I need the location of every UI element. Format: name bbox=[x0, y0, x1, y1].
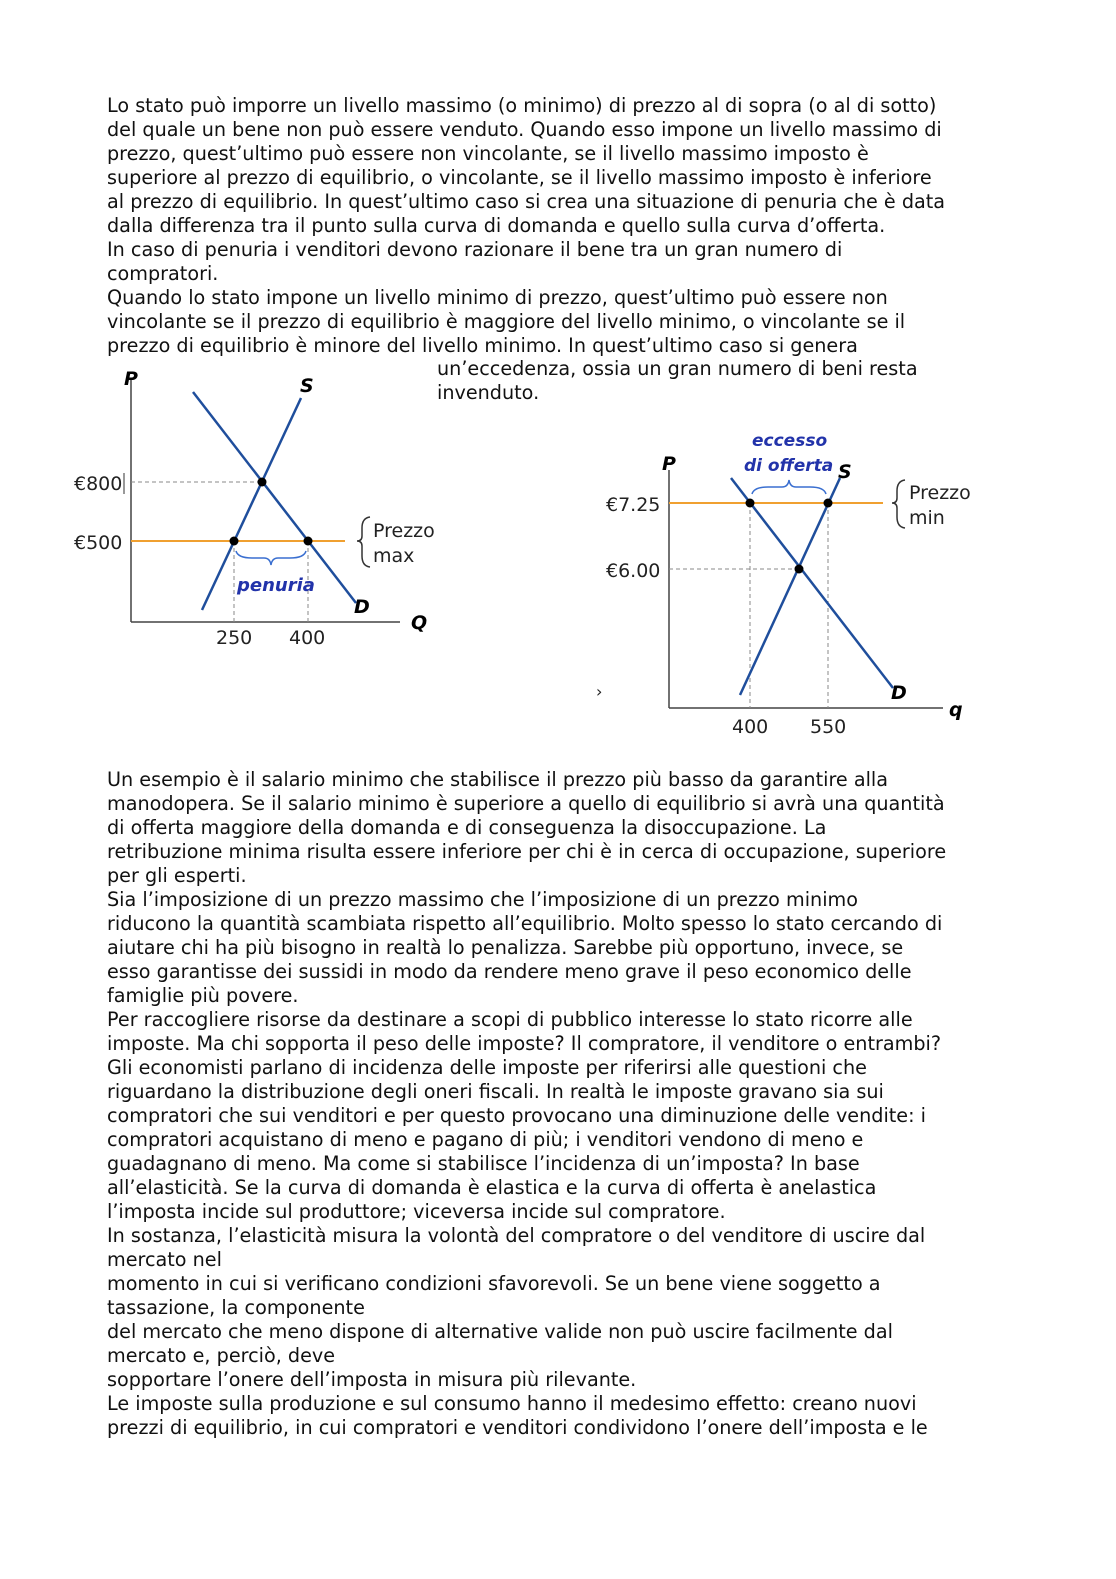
text-line: prezzo, quest’ultimo può essere non vincolante, se il livello massimo imposto è bbox=[107, 142, 869, 165]
text-line: retribuzione minima risulta essere inferiore per chi è in cerca di occupazione, superiore bbox=[107, 840, 947, 863]
text-line: Per raccogliere risorse da destinare a scopi di pubblico interesse lo stato ricorre alle bbox=[107, 1008, 913, 1031]
supply-label: S bbox=[300, 375, 314, 397]
text-line: Quando lo stato impone un livello minimo di prezzo, quest’ultimo può essere non bbox=[107, 286, 888, 309]
q2-label: 550 bbox=[810, 716, 847, 738]
text-line: superiore al prezzo di equilibrio, o vincolante, se il livello massimo imposto è inferiore bbox=[107, 166, 932, 189]
stray-mark: › bbox=[596, 682, 603, 701]
text-line: compratori. bbox=[107, 262, 219, 285]
text-line: guadagnano di meno. Ma come si stabilisce l’incidenza di un’imposta? In base bbox=[107, 1152, 860, 1175]
text-line: prezzi di equilibrio, in cui compratori e venditori condividono l’onere dell’imposta e le bbox=[107, 1416, 928, 1439]
supply-point bbox=[824, 499, 833, 508]
text-line: In caso di penuria i venditori devono razionare il bene tra un gran numero di bbox=[107, 238, 843, 261]
supply-point bbox=[230, 537, 239, 546]
gap-label: penuria bbox=[237, 575, 315, 596]
text-line: prezzo di equilibrio è minore del livello minimo. In quest’ultimo caso si genera bbox=[107, 334, 858, 357]
y-axis-label: P bbox=[124, 368, 138, 390]
text-line: del quale un bene non può essere venduto. Quando esso impone un livello massimo di bbox=[107, 118, 942, 141]
text-line: di offerta maggiore della domanda e di conseguenza la disoccupazione. La bbox=[107, 816, 827, 839]
x-axis-label: q bbox=[949, 699, 963, 721]
bracket-label-1: Prezzo bbox=[909, 482, 971, 504]
bracket-label-2: max bbox=[373, 545, 415, 567]
text-line: famiglie più povere. bbox=[107, 984, 299, 1007]
demand-label: D bbox=[354, 596, 370, 618]
gap-label-line-1: eccesso bbox=[752, 431, 828, 451]
text-line: In sostanza, l’elasticità misura la volontà del compratore o del venditore di uscire dal bbox=[107, 1224, 926, 1247]
equilibrium-point bbox=[258, 478, 267, 487]
text-line: Lo stato può imporre un livello massimo (o minimo) di prezzo al di sopra (o al di sotto) bbox=[107, 94, 937, 117]
x-axis-label: Q bbox=[411, 612, 428, 634]
text-line: un’eccedenza, ossia un gran numero di beni resta bbox=[437, 357, 918, 380]
side-paragraph bbox=[437, 357, 918, 405]
price-bracket bbox=[892, 480, 905, 528]
price-low-label: €6.00 bbox=[606, 560, 661, 582]
text-line: momento in cui si verificano condizioni sfavorevoli. Se un bene viene soggetto a bbox=[107, 1272, 881, 1295]
text-line: tassazione, la componente bbox=[107, 1296, 365, 1319]
text-line: dalla differenza tra il punto sulla curva di domanda e quello sulla curva d’offerta. bbox=[107, 214, 886, 237]
text-line: mercato nel bbox=[107, 1248, 222, 1271]
text-line: riguardano la distribuzione degli oneri fiscali. In realtà le imposte gravano sia sui bbox=[107, 1080, 884, 1103]
text-line: manodopera. Se il salario minimo è superiore a quello di equilibrio si avrà una quantità bbox=[107, 792, 945, 815]
text-line: Le imposte sulla produzione e sul consumo hanno il medesimo effetto: creano nuovi bbox=[107, 1392, 917, 1415]
text-line: all’elasticità. Se la curva di domanda è elastica e la curva di offerta è anelastica bbox=[107, 1176, 877, 1199]
text-line: al prezzo di equilibrio. In quest’ultimo caso si crea una situazione di penuria che è data bbox=[107, 190, 946, 213]
price-ceiling-diagram bbox=[0, 360, 440, 660]
gap-brace bbox=[236, 551, 306, 565]
demand-point bbox=[304, 537, 313, 546]
q2-label: 400 bbox=[289, 627, 326, 649]
demand-label: D bbox=[891, 682, 907, 704]
text-line: esso garantisse dei sussidi in modo da rendere meno grave il peso economico delle bbox=[107, 960, 912, 983]
text-line: Un esempio è il salario minimo che stabilisce il prezzo più basso da garantire alla bbox=[107, 768, 888, 791]
bracket-label-1: Prezzo bbox=[373, 520, 435, 542]
supply-label: S bbox=[838, 461, 852, 483]
equilibrium-point bbox=[795, 565, 804, 574]
text-line: Gli economisti parlano di incidenza delle imposte per riferirsi alle questioni che bbox=[107, 1056, 867, 1079]
price-high-label: €800 bbox=[74, 473, 123, 495]
text-line: vincolante se il prezzo di equilibrio è maggiore del livello minimo, o vincolante se il bbox=[107, 310, 906, 333]
text-line: mercato e, perciò, deve bbox=[107, 1344, 336, 1367]
gap-brace bbox=[752, 480, 826, 494]
text-line: invenduto. bbox=[437, 381, 540, 404]
text-line: del mercato che meno dispone di alternative valide non può uscire facilmente dal bbox=[107, 1320, 893, 1343]
text-line: compratori acquistano di meno e pagano di più; i venditori vendono di meno e bbox=[107, 1128, 864, 1151]
price-high-label: €7.25 bbox=[606, 494, 661, 516]
text-line: l’imposta incide sul produttore; viceversa incide sul compratore. bbox=[107, 1200, 726, 1223]
text-line: Sia l’imposizione di un prezzo massimo che l’imposizione di un prezzo minimo bbox=[107, 888, 858, 911]
q1-label: 400 bbox=[732, 716, 769, 738]
price-bracket bbox=[357, 517, 370, 567]
text-line: sopportare l’onere dell’imposta in misura più rilevante. bbox=[107, 1368, 637, 1391]
demand-curve bbox=[193, 392, 356, 603]
bracket-label-2: min bbox=[909, 507, 945, 529]
q1-label: 250 bbox=[216, 627, 253, 649]
text-line: per gli esperti. bbox=[107, 864, 247, 887]
text-line: compratori che sui venditori e per questo provocano una diminuzione delle vendite: i bbox=[107, 1104, 927, 1127]
gap-label-line-2: di offerta bbox=[744, 456, 834, 476]
text-line: riducono la quantità scambiata rispetto all’equilibrio. Molto spesso lo stato cercando di bbox=[107, 912, 943, 935]
y-axis-label: P bbox=[662, 453, 676, 475]
demand-curve bbox=[731, 478, 893, 688]
intro-paragraph bbox=[107, 94, 945, 358]
demand-point bbox=[746, 499, 755, 508]
text-line: aiutare chi ha più bisogno in realtà lo penalizza. Sarebbe più opportuno, invece, se bbox=[107, 936, 904, 959]
text-line: imposte. Ma chi sopporta il peso delle imposte? Il compratore, il venditore o entrambi? bbox=[107, 1032, 942, 1055]
body-paragraph bbox=[107, 768, 946, 1440]
price-low-label: €500 bbox=[74, 532, 123, 554]
price-floor-diagram bbox=[590, 425, 990, 745]
